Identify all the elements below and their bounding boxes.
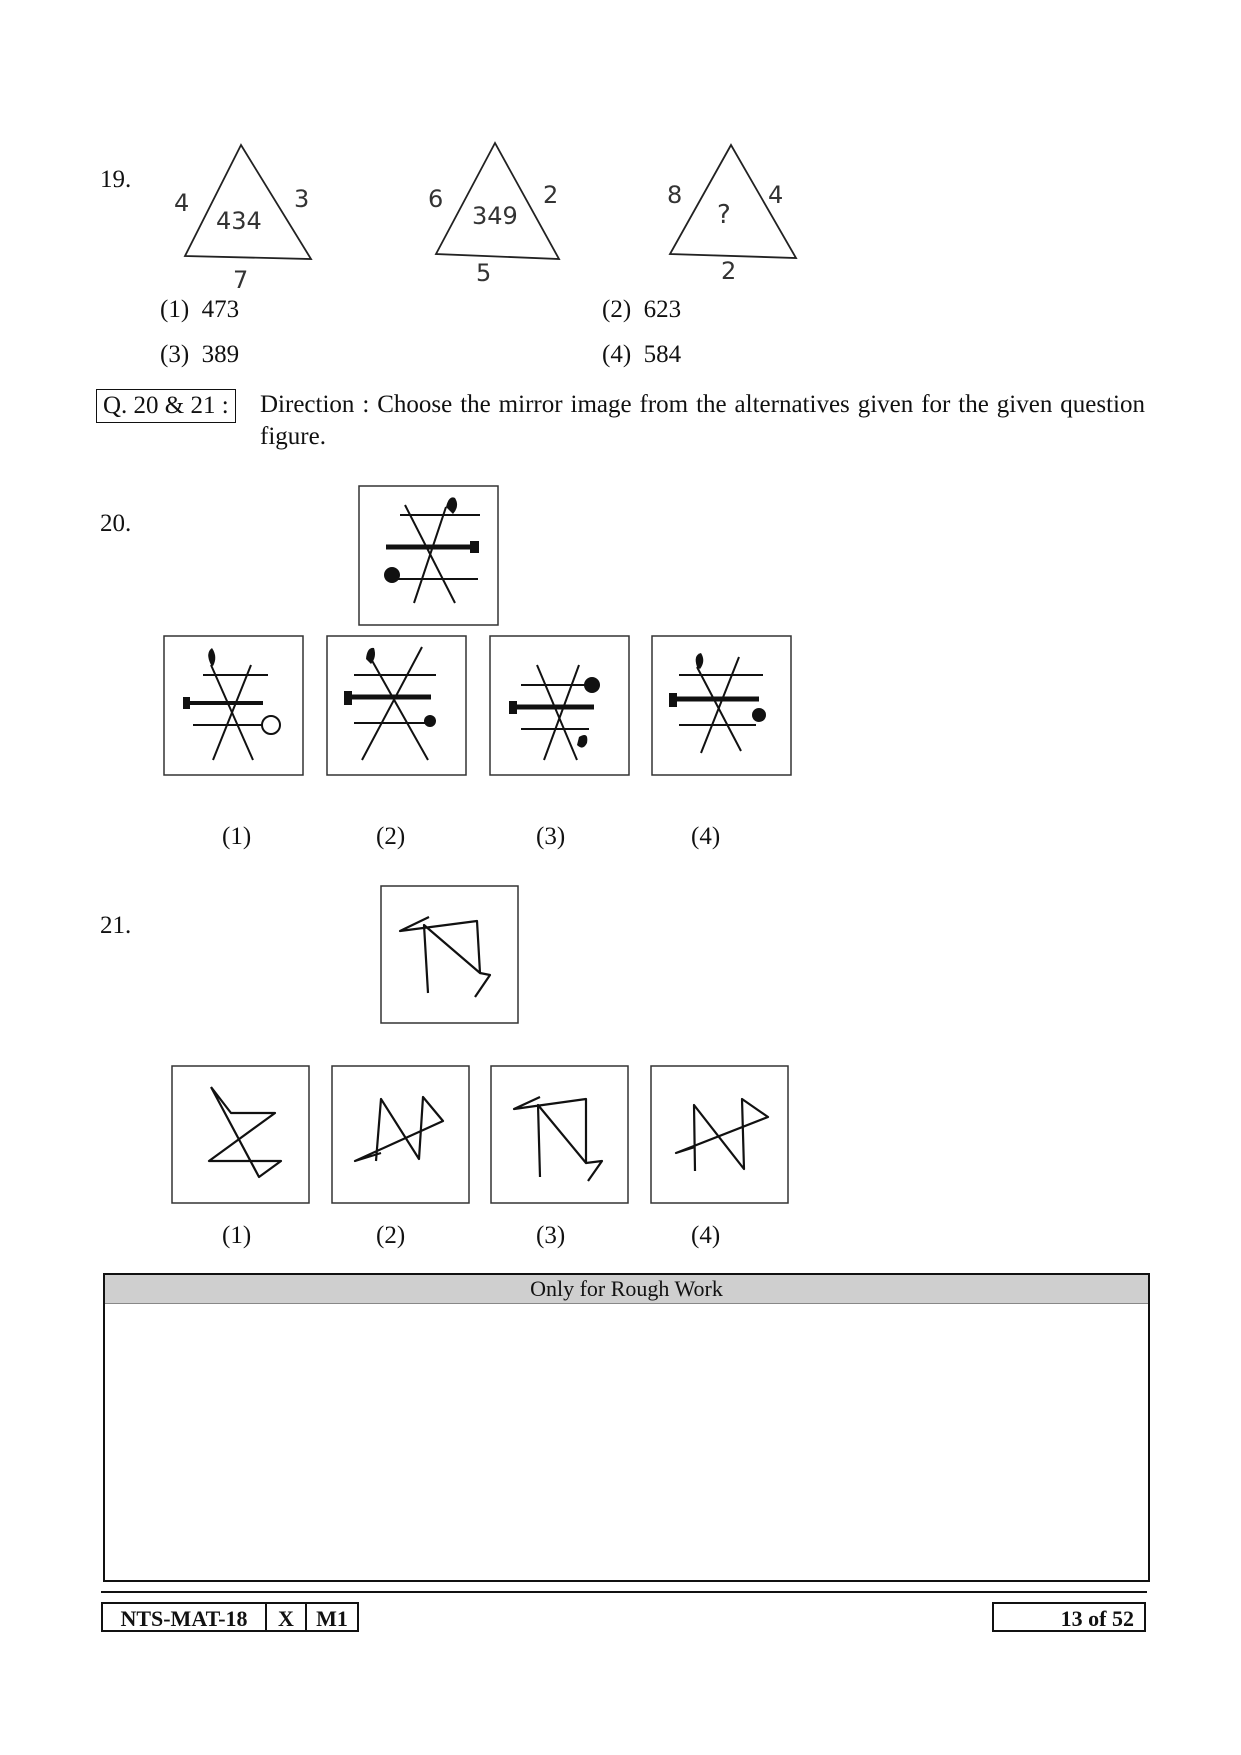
q19-option-2[interactable]	[602, 296, 681, 324]
q19-t2-right: 2	[543, 181, 559, 209]
question-19-number: 19.	[100, 166, 132, 193]
q20-option-1-figure[interactable]	[163, 635, 305, 777]
q19-option-4[interactable]	[602, 341, 681, 369]
footer-class: X	[265, 1602, 307, 1632]
q19-option-1[interactable]	[160, 296, 239, 324]
q21-option-4-figure[interactable]	[650, 1065, 790, 1205]
q19-t1-center: 434	[216, 207, 262, 235]
q19-option-4-label: (4)	[602, 341, 632, 368]
q19-t3-right: 4	[768, 181, 784, 209]
q21-option-2-label[interactable]: (2)	[376, 1222, 406, 1249]
q21-option-2-figure[interactable]	[331, 1065, 471, 1205]
direction-label: Q. 20 & 21 :	[96, 389, 236, 423]
footer-paper-code: NTS-MAT-18	[101, 1602, 267, 1632]
question-21-number: 21.	[100, 912, 132, 939]
q19-triangle-3	[655, 133, 805, 293]
q21-option-1-figure[interactable]	[171, 1065, 311, 1205]
q19-option-1-label: (1)	[160, 296, 190, 323]
q20-option-3-figure[interactable]	[489, 635, 631, 777]
q20-option-4-figure[interactable]	[651, 635, 793, 777]
q20-option-4-label[interactable]: (4)	[691, 823, 721, 850]
q20-option-3-label[interactable]: (3)	[536, 823, 566, 850]
q19-t3-left: 8	[667, 181, 683, 209]
q19-t1-bottom: 7	[233, 266, 249, 294]
question-20-number: 20.	[100, 510, 132, 537]
q19-t3-bottom: 2	[721, 257, 737, 285]
q21-question-figure	[380, 885, 520, 1025]
q19-t2-left: 6	[428, 185, 444, 213]
q19-option-3-label: (3)	[160, 341, 190, 368]
q19-option-4-value: 584	[643, 341, 682, 368]
q19-t3-center: ?	[717, 200, 731, 230]
q20-option-1-label[interactable]: (1)	[222, 823, 252, 850]
footer-set: M1	[305, 1602, 359, 1632]
q19-option-2-value: 623	[643, 296, 682, 323]
q19-triangle-2	[420, 133, 570, 293]
rough-work-box	[103, 1273, 1150, 1582]
q20-question-figure	[358, 485, 500, 627]
q20-option-2-label[interactable]: (2)	[376, 823, 406, 850]
q19-t2-center: 349	[472, 202, 518, 230]
q19-triangle-1	[170, 135, 320, 295]
rough-work-title: Only for Rough Work	[105, 1275, 1148, 1304]
q19-t1-left: 4	[174, 189, 190, 217]
q19-t2-bottom: 5	[476, 259, 492, 287]
q19-option-1-value: 473	[201, 296, 240, 323]
direction-text: Direction : Choose the mirror image from the alternatives given for the given question figure.	[260, 391, 1145, 450]
q20-option-2-figure[interactable]	[326, 635, 468, 777]
q19-option-3[interactable]	[160, 341, 239, 369]
footer-rule	[101, 1591, 1147, 1593]
q21-option-3-figure[interactable]	[490, 1065, 630, 1205]
q21-option-1-label[interactable]: (1)	[222, 1222, 252, 1249]
q21-option-4-label[interactable]: (4)	[691, 1222, 721, 1249]
q19-t1-right: 3	[294, 185, 310, 213]
q19-option-2-label: (2)	[602, 296, 632, 323]
q21-option-3-label[interactable]: (3)	[536, 1222, 566, 1249]
footer-page-number: 13 of 52	[992, 1602, 1146, 1632]
q19-option-3-value: 389	[201, 341, 240, 368]
